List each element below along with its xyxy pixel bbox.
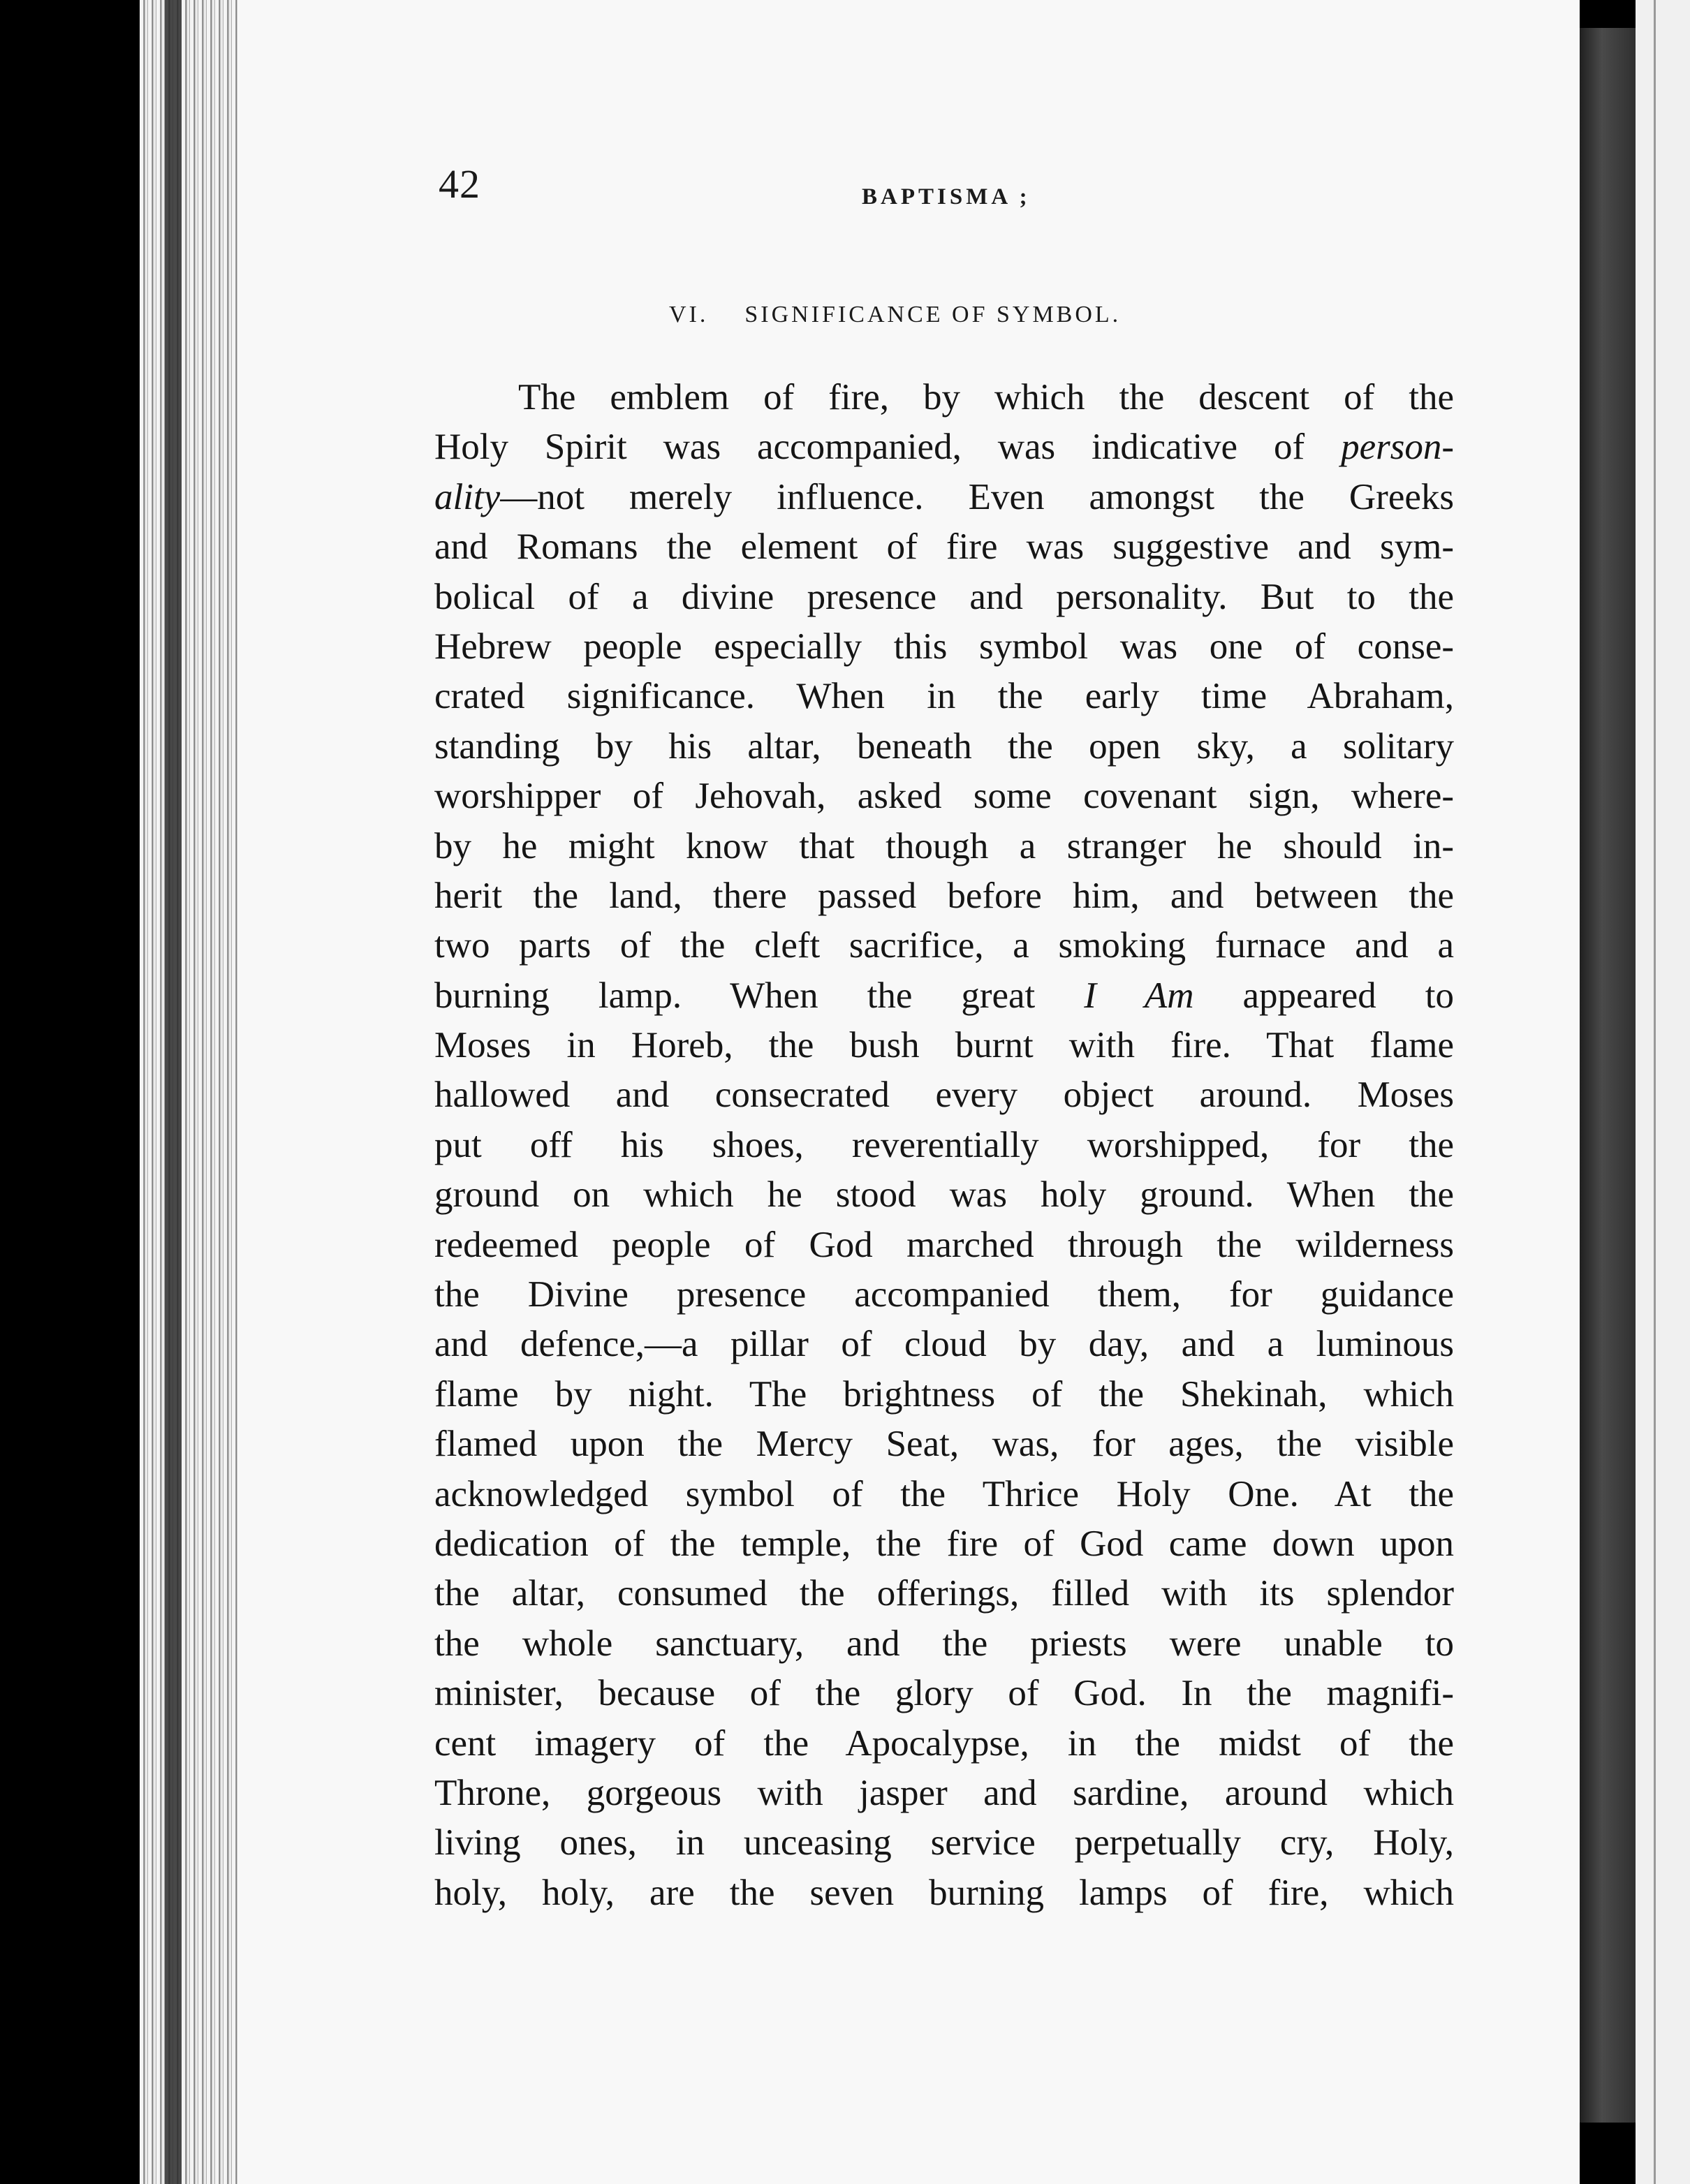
text-line: redeemed people of God marched through the wilderness [434,1224,1454,1265]
running-head [0,161,1690,209]
text-line: ality—not merely influence. Even amongst the Greeks [434,476,1454,517]
body-paragraph [434,373,1454,1918]
section-heading [669,302,1121,328]
text-line: and Romans the element of fire was suggestive and sym- [434,526,1454,568]
text-line: Holy Spirit was accompanied, was indicative of person- [434,427,1454,468]
text-line: worshipper of Jehovah, asked some covenant sign, where- [434,776,1454,817]
text-line: Throne, gorgeous with jasper and sardine, around which [434,1772,1454,1813]
text-line: two parts of the cleft sacrifice, a smoking furnace and a [434,925,1454,966]
text-line: crated significance. When in the early time Abraham, [434,676,1454,717]
text-line: standing by his altar, beneath the open sky, a solitary [434,725,1454,767]
facing-page-edge [1636,0,1690,2184]
page-stack-edge [140,0,237,2184]
text-line: the whole sanctuary, and the priests were unable to [434,1623,1454,1664]
page-stack-shadow [165,0,182,2184]
text-line: put off his shoes, reverentially worshipped, for the [434,1124,1454,1165]
italic-word: person- [1341,427,1454,468]
text-line: bolical of a divine presence and personality. But to the [434,576,1454,617]
text-line: Moses in Horeb, the bush burnt with fire. That flame [434,1025,1454,1066]
italic-word: I Am [1084,975,1194,1016]
text-line: The emblem of fire, by which the descent of the [518,377,1454,418]
running-title: BAPTISMA ; [862,184,1031,209]
text-line: cent imagery of the Apocalypse, in the midst of the [434,1722,1454,1764]
text-line: minister, because of the glory of God. In the magnifi- [434,1673,1454,1714]
section-numeral: VI. [669,302,709,327]
text-line: burning lamp. When the great I Am appeared to [434,975,1454,1016]
text-line: living ones, in unceasing service perpetually cry, Holy, [434,1822,1454,1864]
text-line: the Divine presence accompanied them, for guidance [434,1274,1454,1315]
page-number: 42 [439,161,480,207]
text-line: acknowledged symbol of the Thrice Holy One. At the [434,1473,1454,1514]
text-line: flame by night. The brightness of the Shekinah, which [434,1373,1454,1415]
text-line: herit the land, there passed before him, and between the [434,875,1454,916]
gutter-line [1654,0,1656,2184]
book-spine [1580,28,1636,2123]
section-title: SIGNIFICANCE OF SYMBOL. [744,302,1122,327]
text-line: by he might know that though a stranger he should in- [434,825,1454,866]
text-line: dedication of the temple, the fire of God came down upon [434,1523,1454,1564]
text-line: the altar, consumed the offerings, filled with its splendor [434,1573,1454,1614]
text-line: and defence,—a pillar of cloud by day, and a luminous [434,1324,1454,1365]
text-line: ground on which he stood was holy ground. When the [434,1174,1454,1216]
italic-word: ality [434,476,501,517]
text-line: flamed upon the Mercy Seat, was, for ages, the visible [434,1424,1454,1465]
text-line: holy, holy, are the seven burning lamps of fire, which [434,1872,1454,1913]
text-line: Hebrew people especially this symbol was one of conse- [434,626,1454,667]
text-line: hallowed and consecrated every object around. Moses [434,1075,1454,1116]
